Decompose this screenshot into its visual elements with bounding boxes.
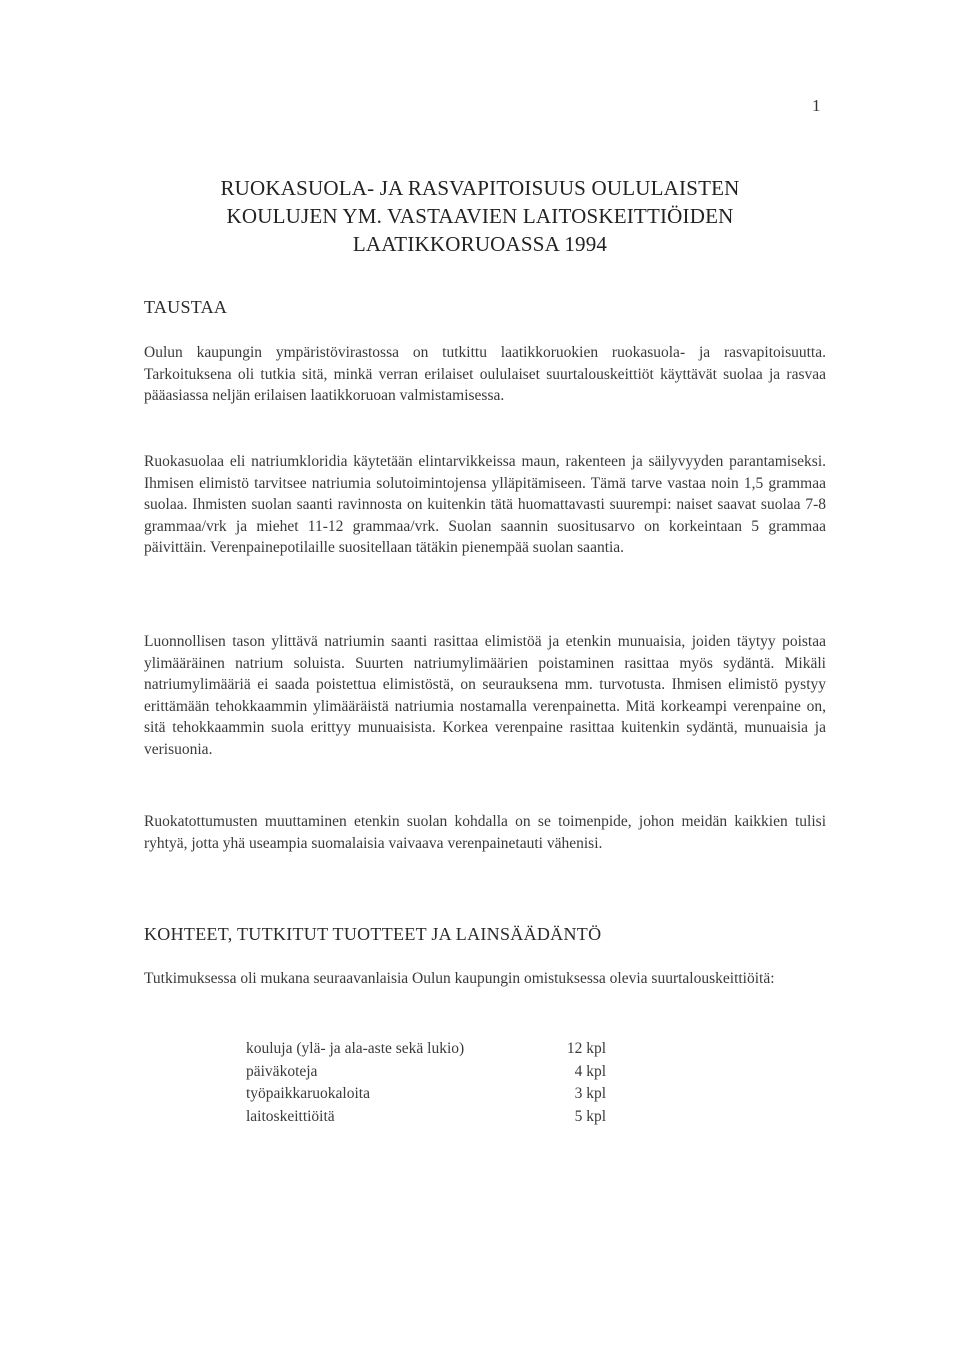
table-row bbox=[246, 1083, 606, 1106]
row-label: laitoskeittiöitä bbox=[246, 1107, 335, 1125]
document-title bbox=[120, 174, 840, 258]
row-label: kouluja (ylä- ja ala-aste sekä lukio) bbox=[246, 1040, 465, 1057]
section-heading-taustaa: TAUSTAA bbox=[144, 297, 228, 317]
title-line: RUOKASUOLA- JA RASVAPITOISUUS OULULAISTEN bbox=[220, 176, 740, 200]
title-line: LAATIKKORUOASSA 1994 bbox=[352, 232, 608, 256]
paragraph: Luonnollisen tason ylittävä natriumin saanti rasittaa elimistöä ja etenkin munuaisia, joiden täytyy poistaa ylimääräinen natrium soluista. Suurten natriumylimäärien poistaminen rasittaa myös sydäntä. Mikäli natriumylimääriä ei saada poistettua elimistöstä, on seurauksena mm. turvotusta. Ihmisen elimistö pystyy erittämään tehokkaammin ylimääräistä natriumia nostamalla verenpainetta. Mitä korkeampi verenpaine on, sitä tehokkaammin suola erittyy munuaisista. Korkea verenpaine rasittaa kuitenkin sydäntä, munuaisia ja verisuonia. bbox=[144, 633, 826, 758]
row-value: 12 kpl bbox=[566, 1040, 606, 1057]
paragraph: Ruokatottumusten muuttaminen etenkin suolan kohdalla on se toimenpide, johon meidän kaikkien tulisi ryhtyä, jotta yhä useampia suomalaisia vaivaava verenpainetauti vähenisi. bbox=[144, 813, 826, 852]
row-label: työpaikkaruokaloita bbox=[246, 1085, 370, 1102]
title-line: KOULUJEN YM. VASTAAVIEN LAITOSKEITTIÖIDEN bbox=[226, 204, 734, 228]
row-label: päiväkoteja bbox=[246, 1062, 318, 1080]
kitchen-count-table bbox=[246, 1038, 606, 1128]
row-value: 3 kpl bbox=[574, 1085, 606, 1102]
paragraph: Oulun kaupungin ympäristövirastossa on tutkittu laatikkoruokien ruokasuola- ja rasvapitoisuutta. Tarkoituksena oli tutkia sitä, minkä verran erilaiset oululaiset suurtalouskeittiöt käyttävät suolaa ja rasvaa pääasiassa neljän erilaisen laatikkoruoan valmistamisessa. bbox=[144, 344, 826, 404]
table-row bbox=[246, 1106, 606, 1129]
paragraph: Ruokasuolaa eli natriumkloridia käytetään elintarvikkeissa maun, rakenteen ja säilyvyyden parantamiseksi. Ihmisen elimistö tarvitsee natriumia solutoimintojensa ylläpitämiseen. Tämä tarve vastaa noin 1,5 grammaa suolaa. Ihmisten suolan saanti ravinnosta on kuitenkin tätä huomattavasti suurempi: naiset saavat suolaa 7-8 grammaa/vrk ja miehet 11-12 grammaa/vrk. Suolan saannin suositusarvo on korkeintaan 5 grammaa päivittäin. Verenpainepotilaille suositellaan tätäkin pienempää suolan saantia. bbox=[144, 453, 826, 556]
row-value: 4 kpl bbox=[574, 1062, 606, 1080]
paragraph: Tutkimuksessa oli mukana seuraavanlaisia Oulun kaupungin omistuksessa olevia suurtalouskeittiöitä: bbox=[144, 970, 775, 987]
row-value: 5 kpl bbox=[574, 1107, 606, 1125]
table-row bbox=[246, 1038, 606, 1061]
table-row bbox=[246, 1061, 606, 1084]
section-heading-kohteet: KOHTEET, TUTKITUT TUOTTEET JA LAINSÄÄDÄNTÖ bbox=[144, 924, 602, 944]
page-number: 1 bbox=[812, 96, 821, 115]
